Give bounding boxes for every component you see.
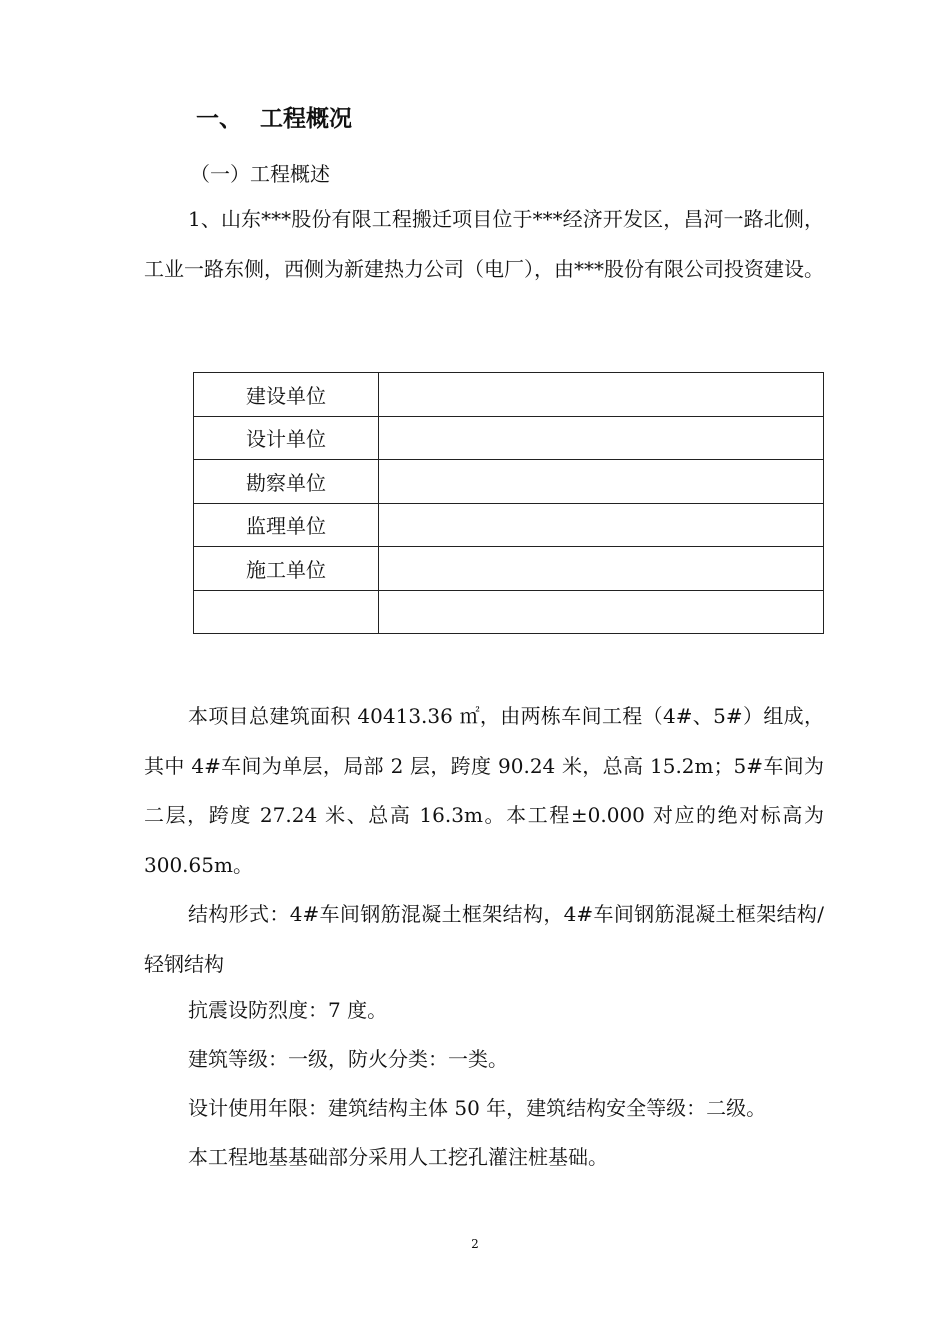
section-heading [196, 100, 352, 138]
table-cell-value [379, 416, 824, 460]
subsection-heading: （一）工程概述 [190, 162, 330, 186]
grade-line: 建筑等级：一级，防火分类：一类。 [188, 1047, 508, 1071]
section-title: 工程概况 [260, 106, 352, 132]
table-cell-label: 监理单位 [194, 503, 379, 547]
table-cell-value [379, 503, 824, 547]
table-cell-value [379, 460, 824, 504]
table-row [194, 460, 824, 504]
table-cell-value [379, 373, 824, 417]
table-row [194, 547, 824, 591]
service-life-line: 设计使用年限：建筑结构主体 50 年，建筑结构安全等级：二级。 [188, 1096, 767, 1120]
table-row [194, 503, 824, 547]
table-cell-label: 建设单位 [194, 373, 379, 417]
foundation-line: 本工程地基基础部分采用人工挖孔灌注桩基础。 [188, 1145, 608, 1169]
intro-paragraph: 1、山东***股份有限工程搬迁项目位于***经济开发区，昌河一路北侧，工业一路东侧，西侧为新建热力公司（电厂），由***股份有限公司投资建设。 [144, 207, 824, 281]
section-number: 一、 [196, 106, 242, 132]
table-cell-label: 设计单位 [194, 416, 379, 460]
table-cell-label [194, 590, 379, 634]
table-cell-value [379, 547, 824, 591]
table-cell-value [379, 590, 824, 634]
area-paragraph: 本项目总建筑面积 40413.36 ㎡，由两栋车间工程（4#、5#）组成，其中 4#车间为单层，局部 2 层，跨度 90.24 米，总高 15.2m；5#车间为二层，跨度 27.24 米、总高 16.3m。本工程±0.000 对应的绝对标高为 300.65m。 [144, 704, 824, 877]
table-cell-label: 勘察单位 [194, 460, 379, 504]
units-table [193, 372, 824, 634]
table-row [194, 590, 824, 634]
seismic-line: 抗震设防烈度：7 度。 [188, 998, 388, 1022]
table-row [194, 416, 824, 460]
page-number: 2 [471, 1237, 479, 1251]
table-cell-label: 施工单位 [194, 547, 379, 591]
table-row [194, 373, 824, 417]
structure-paragraph: 结构形式：4#车间钢筋混凝土框架结构，4#车间钢筋混凝土框架结构/轻钢结构 [144, 902, 824, 976]
